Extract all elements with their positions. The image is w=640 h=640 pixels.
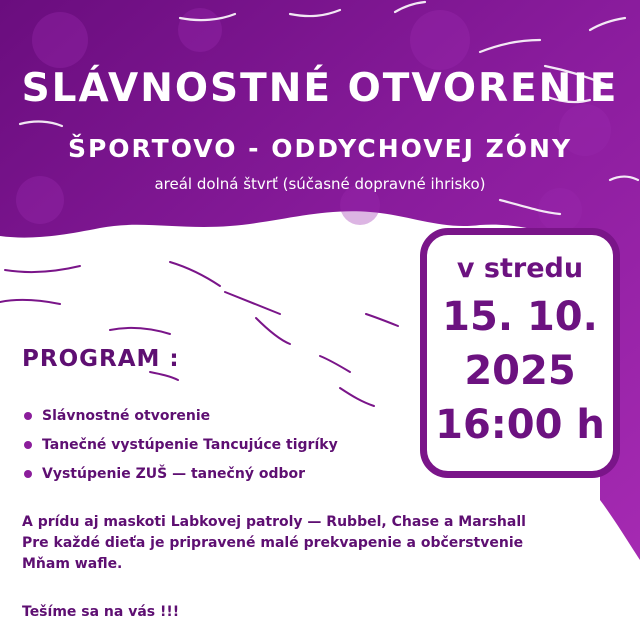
- list-item: [24, 464, 338, 493]
- event-title: SLÁVNOSTNÉ OTVORENIE: [21, 66, 619, 111]
- info-line: Mňam wafle.: [22, 556, 123, 572]
- event-venue: areál dolná štvrť (súčasné dopravné ihrisko): [154, 175, 486, 193]
- bullet-icon: [24, 412, 32, 420]
- date-year: 2025: [464, 348, 576, 394]
- program-list: [24, 406, 338, 493]
- list-item: [24, 406, 338, 435]
- list-item: [24, 435, 338, 464]
- event-subtitle: ŠPORTOVO - ODDYCHOVEJ ZÓNY: [67, 134, 573, 163]
- date-time: 16:00 h: [435, 402, 605, 448]
- info-line: Pre každé dieťa je pripravené malé prekvapenie a občerstvenie: [22, 535, 524, 551]
- date-day: v stredu: [456, 253, 584, 284]
- bullet-icon: [24, 470, 32, 478]
- program-heading: PROGRAM :: [22, 346, 180, 372]
- date-date: 15. 10.: [442, 294, 598, 340]
- info-line: A prídu aj maskoti Labkovej patroly — Rubbel, Chase a Marshall: [22, 514, 526, 530]
- info-block: [22, 512, 526, 575]
- date-box: [420, 228, 620, 478]
- bullet-icon: [24, 441, 32, 449]
- program-item-label: Tanečné vystúpenie Tancujúce tigríky: [42, 437, 338, 453]
- program-item-label: Vystúpenie ZUŠ — tanečný odbor: [42, 466, 306, 482]
- closing-text: Tešíme sa na vás !!!: [22, 604, 180, 620]
- program-item-label: Slávnostné otvorenie: [42, 408, 211, 424]
